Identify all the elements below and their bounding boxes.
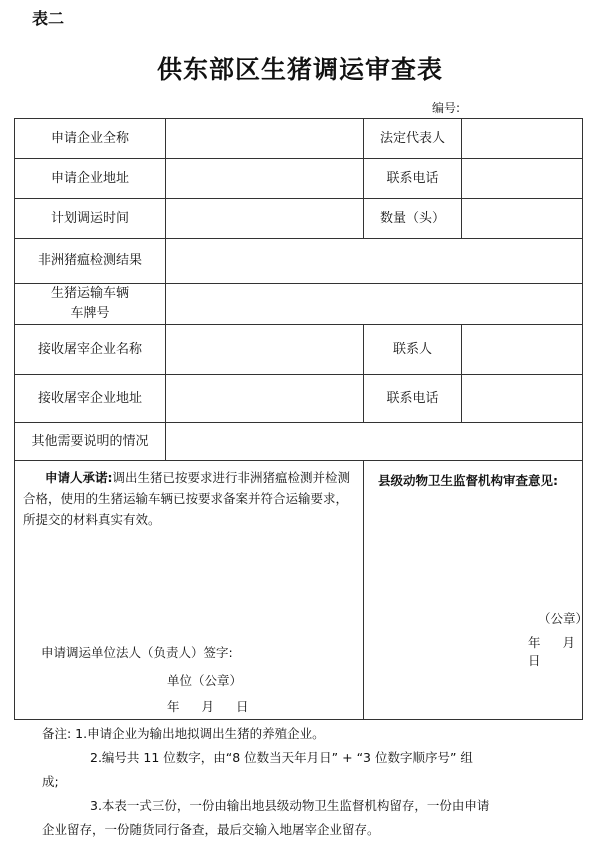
application-form-table bbox=[14, 118, 589, 720]
receiver-address-field[interactable] bbox=[166, 375, 364, 423]
receiver-phone-label: 联系电话 bbox=[364, 375, 462, 423]
applicant-phone-field[interactable] bbox=[462, 159, 583, 199]
receiver-name-label: 接收屠宰企业名称 bbox=[15, 325, 166, 375]
contact-field[interactable] bbox=[462, 325, 583, 375]
applicant-name-label: 申请企业全称 bbox=[15, 119, 166, 159]
vehicle-label bbox=[15, 284, 166, 325]
notes-section bbox=[42, 722, 562, 842]
review-heading: 县级动物卫生监督机构审查意见: bbox=[378, 473, 558, 488]
vehicle-plate-field[interactable] bbox=[166, 284, 583, 325]
note-3-line1: 3.本表一式三份，一份由输出地县级动物卫生监督机构留存，一份由申请 bbox=[90, 798, 490, 813]
quantity-label: 数量（头） bbox=[364, 199, 462, 239]
review-opinion-cell bbox=[364, 461, 589, 720]
unit-seal-label: 单位（公章） bbox=[167, 673, 243, 688]
table-number-label: 表二 bbox=[32, 9, 65, 28]
receiver-address-label: 接收屠宰企业地址 bbox=[15, 375, 166, 423]
note-2-line1: 2.编号共 11 位数字，由“8 位数当天年月日” + “3 位数字顺序号” 组 bbox=[90, 750, 473, 765]
applicant-phone-label: 联系电话 bbox=[364, 159, 462, 199]
serial-number-label: 编号: bbox=[432, 101, 461, 115]
applicant-address-label: 申请企业地址 bbox=[15, 159, 166, 199]
page-title: 供东部区生猪调运审查表 bbox=[156, 55, 443, 84]
vehicle-label-line2: 车牌号 bbox=[70, 306, 110, 321]
promise-text-block bbox=[23, 467, 355, 530]
asf-result-field[interactable] bbox=[166, 239, 583, 284]
note-2-line2: 成; bbox=[42, 774, 59, 789]
legal-person-sign-label: 申请调运单位法人（负责人）签字: bbox=[41, 645, 233, 660]
receiver-phone-field[interactable] bbox=[462, 375, 583, 423]
other-info-label: 其他需要说明的情况 bbox=[15, 423, 166, 461]
applicant-date-label: 年 月 日 bbox=[167, 699, 249, 714]
receiver-name-field[interactable] bbox=[166, 325, 364, 375]
promise-heading: 申请人承诺: bbox=[45, 470, 113, 485]
planned-time-field[interactable] bbox=[166, 199, 364, 239]
planned-time-label: 计划调运时间 bbox=[15, 199, 166, 239]
other-info-field[interactable] bbox=[166, 423, 583, 461]
asf-result-label: 非洲猪瘟检测结果 bbox=[15, 239, 166, 284]
applicant-name-field[interactable] bbox=[166, 119, 364, 159]
note-3-line2: 企业留存，一份随货同行备查，最后交输入地屠宰企业留存。 bbox=[42, 822, 380, 837]
contact-label: 联系人 bbox=[364, 325, 462, 375]
promise-text: 调出生猪已按要求进行非洲猪瘟检测并检测合格，使用的生猪运输车辆已按要求备案并符合运输要求，所提交的材料真实有效。 bbox=[23, 470, 351, 527]
legal-rep-label: 法定代表人 bbox=[364, 119, 462, 159]
applicant-promise-cell bbox=[15, 461, 364, 720]
applicant-address-field[interactable] bbox=[166, 159, 364, 199]
vehicle-label-line1: 生猪运输车辆 bbox=[50, 286, 129, 301]
quantity-field[interactable] bbox=[462, 199, 583, 239]
review-date-label: 年 月 日 bbox=[528, 635, 575, 668]
review-seal-label: （公章） bbox=[538, 611, 589, 626]
note-1: 备注: 1.申请企业为输出地拟调出生猪的养殖企业。 bbox=[42, 726, 325, 741]
legal-rep-field[interactable] bbox=[462, 119, 583, 159]
